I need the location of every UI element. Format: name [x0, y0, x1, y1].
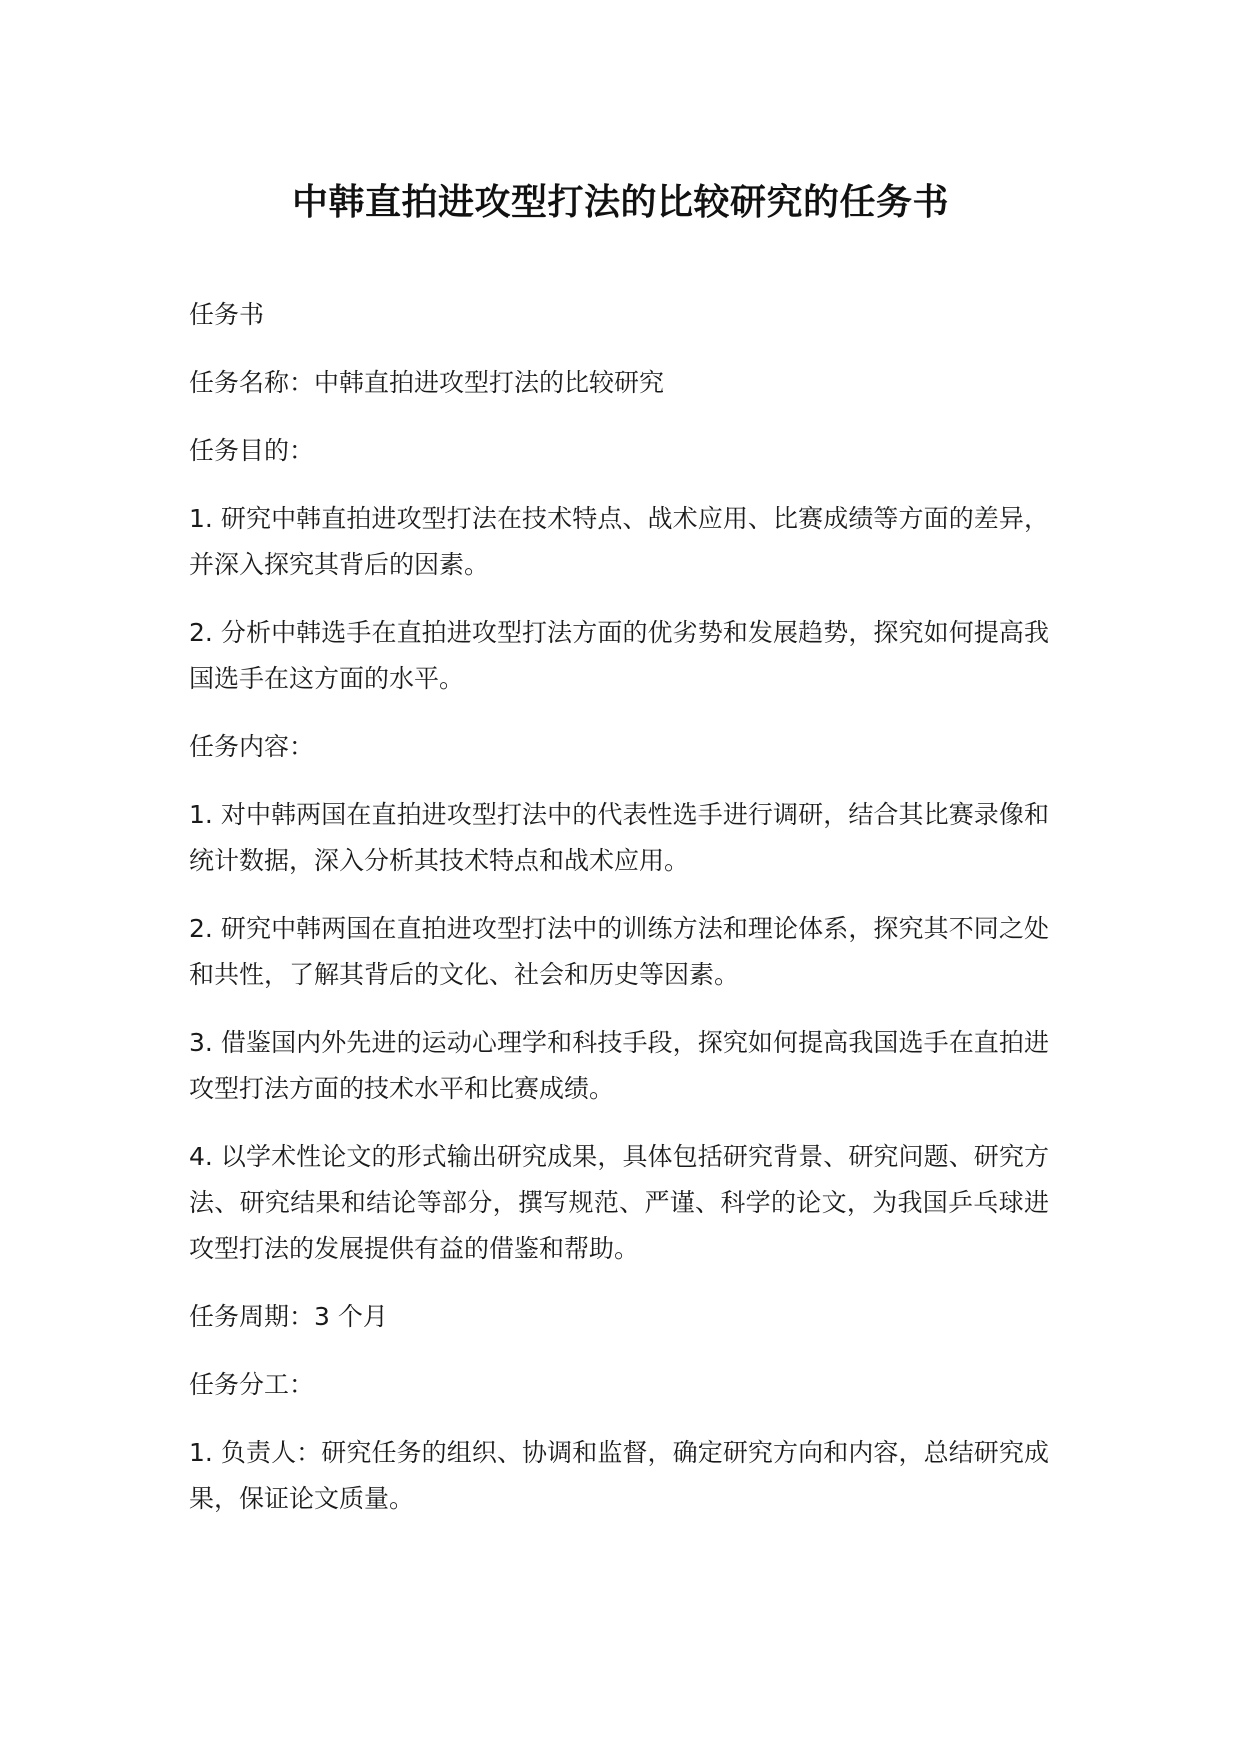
document-title: 中韩直拍进攻型打法的比较研究的任务书 — [291, 182, 949, 223]
paragraph-division-label: 任务分工： — [189, 1370, 315, 1399]
paragraph-purpose-1: 1. 研究中韩直拍进攻型打法在技术特点、战术应用、比赛成绩等方面的差异，并深入探究其背后的因素。 — [189, 504, 1049, 579]
paragraph-purpose-label: 任务目的： — [189, 436, 315, 465]
paragraph-purpose-2: 2. 分析中韩选手在直拍进攻型打法方面的优劣势和发展趋势，探究如何提高我国选手在这方面的水平。 — [189, 618, 1049, 693]
paragraph-content-1: 1. 对中韩两国在直拍进攻型打法中的代表性选手进行调研，结合其比赛录像和统计数据，深入分析其技术特点和战术应用。 — [189, 800, 1049, 875]
paragraph-content-label: 任务内容： — [189, 732, 315, 761]
paragraph-content-3: 3. 借鉴国内外先进的运动心理学和科技手段，探究如何提高我国选手在直拍进攻型打法方面的技术水平和比赛成绩。 — [189, 1028, 1049, 1103]
paragraph-division-1: 1. 负责人：研究任务的组织、协调和监督，确定研究方向和内容，总结研究成果，保证论文质量。 — [189, 1438, 1049, 1513]
paragraph-content-2: 2. 研究中韩两国在直拍进攻型打法中的训练方法和理论体系，探究其不同之处和共性，了解其背后的文化、社会和历史等因素。 — [189, 914, 1049, 989]
paragraph-heading: 任务书 — [189, 300, 265, 329]
paragraph-task-name: 任务名称：中韩直拍进攻型打法的比较研究 — [189, 368, 665, 397]
paragraph-content-4: 4. 以学术性论文的形式输出研究成果，具体包括研究背景、研究问题、研究方法、研究结果和结论等部分，撰写规范、严谨、科学的论文，为我国乒乓球进攻型打法的发展提供有益的借鉴和帮助。 — [189, 1142, 1049, 1263]
paragraph-period: 任务周期：3 个月 — [189, 1302, 388, 1331]
document-body — [189, 292, 1049, 1544]
